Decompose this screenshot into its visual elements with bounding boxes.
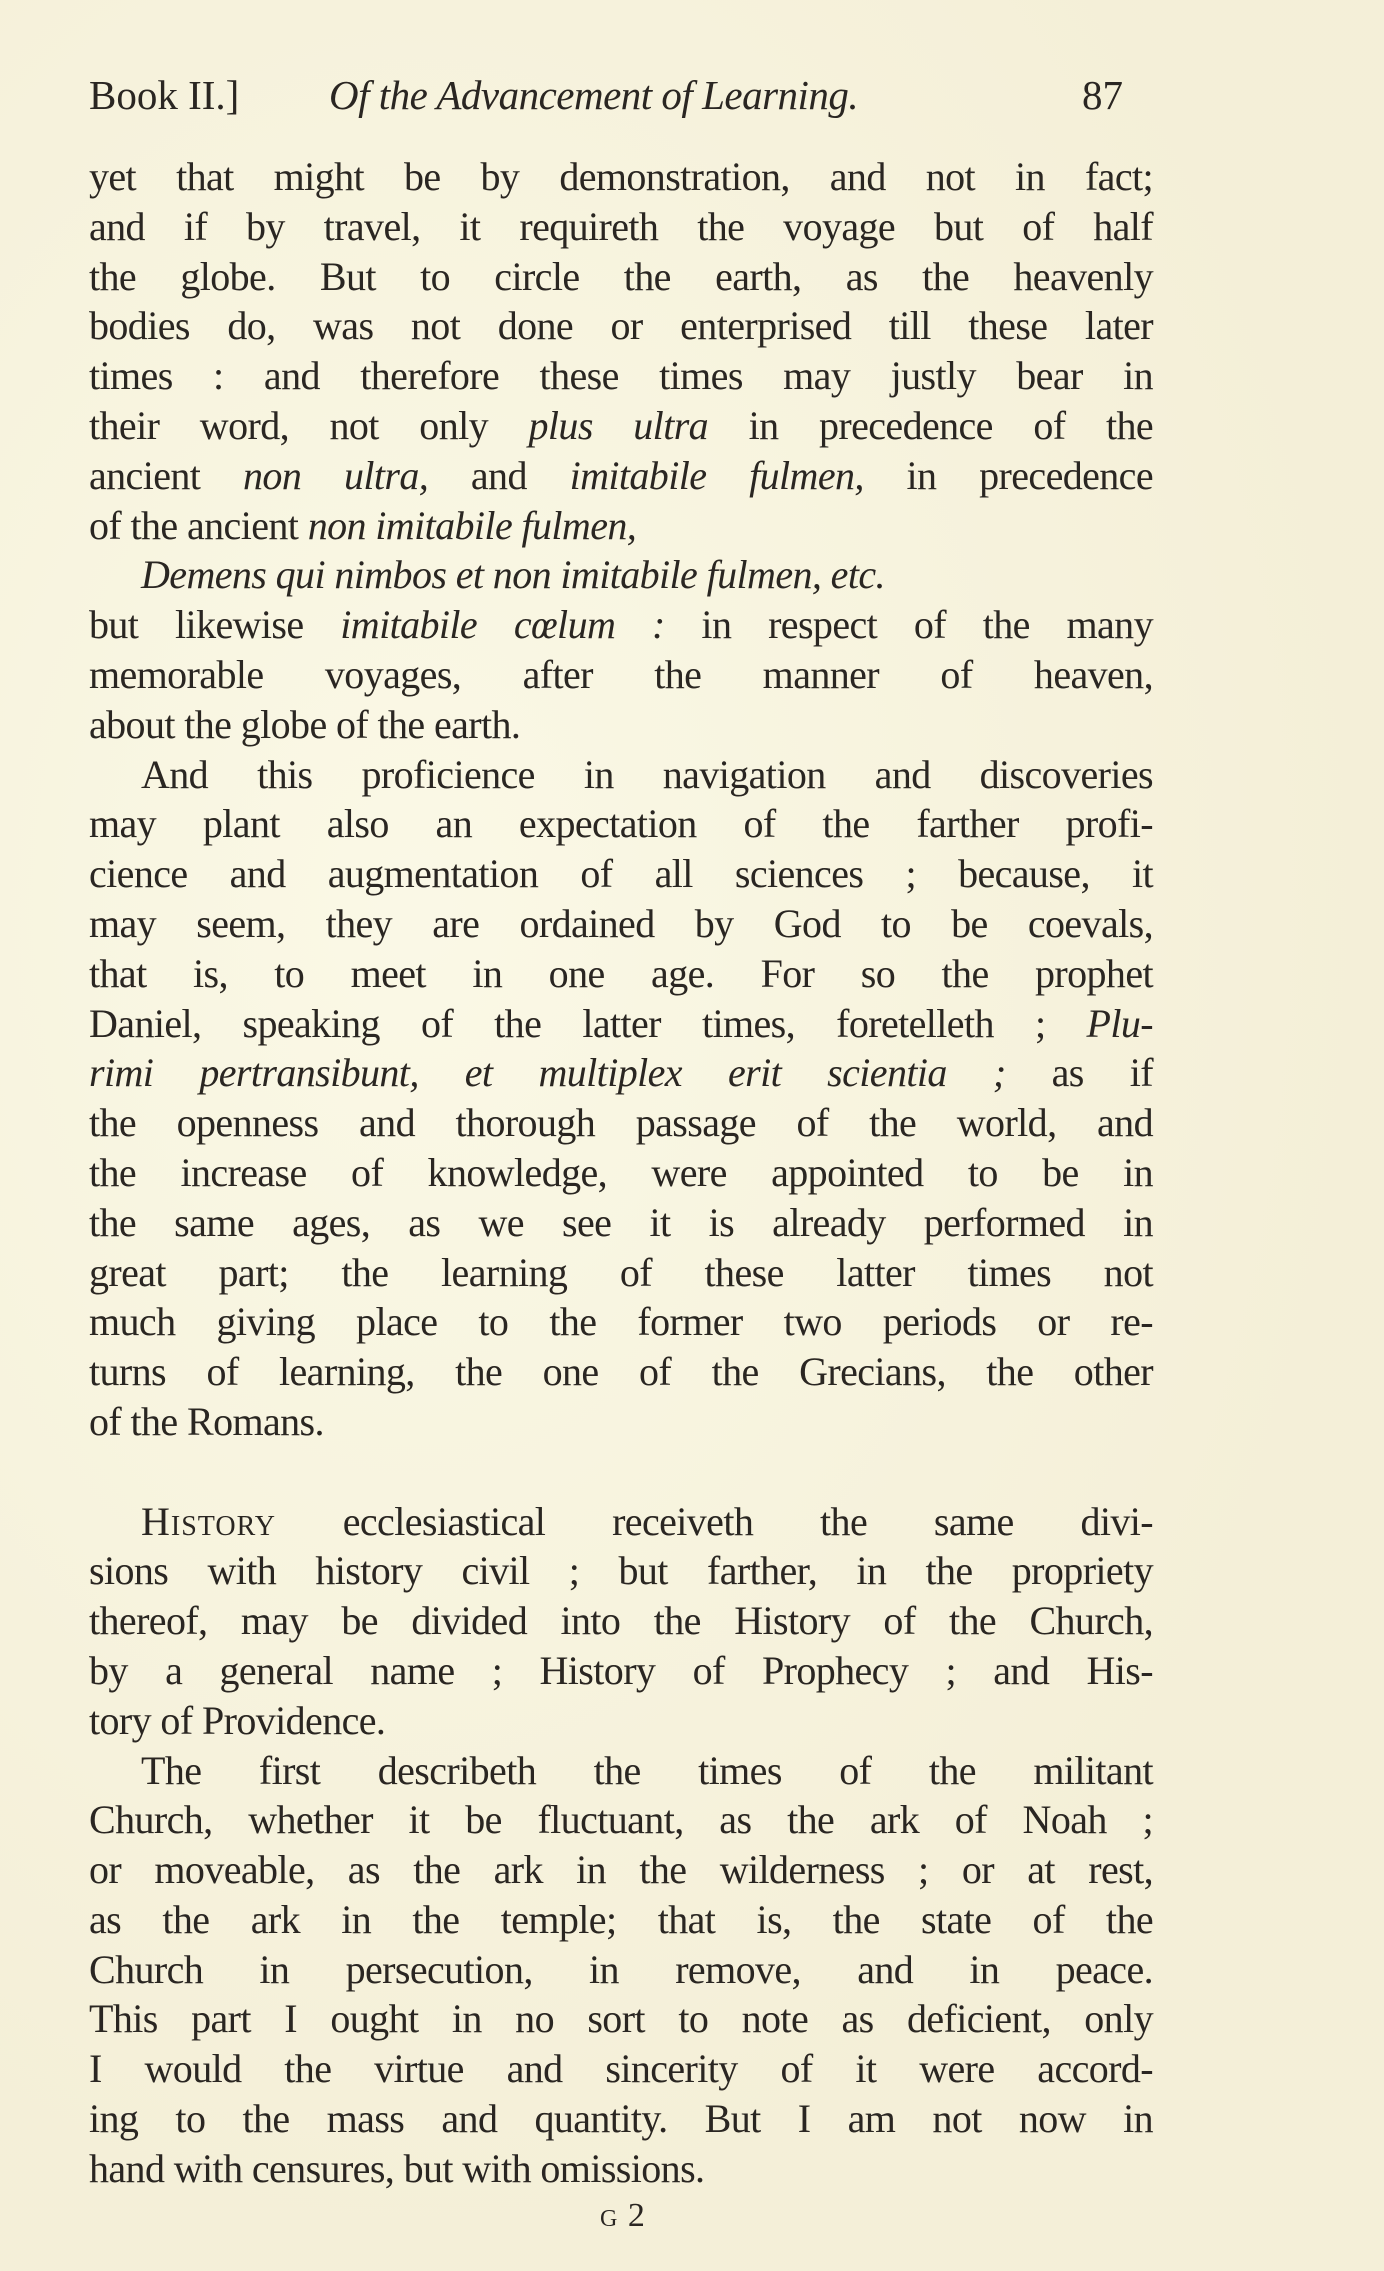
italic-latin-phrase: Demens qui nimbos et non imitabile fulmen, etc. (141, 552, 885, 598)
text-segment: sions with history civil ; but farther, in the propriety (89, 1548, 1153, 1594)
text-line (89, 1347, 1153, 1397)
signature-letter: G (600, 2206, 620, 2232)
text-line (89, 1248, 1153, 1298)
text-segment: memorable voyages, after the manner of heaven, (89, 651, 1153, 697)
text-segment: cience and augmentation of all sciences ; because, it (89, 851, 1153, 897)
text-segment: much giving place to the former two periods or re- (89, 1299, 1153, 1345)
italic-latin-phrase: non imitabile fulmen, (307, 502, 637, 548)
small-caps-lead-word: History (141, 1498, 276, 1544)
text-segment: and (428, 452, 570, 498)
text-line (89, 1397, 1153, 1447)
verse-quotation-line (89, 550, 1153, 600)
text-segment: that is, to meet in one age. For so the prophet (89, 950, 1153, 996)
text-line (89, 1297, 1153, 1347)
text-segment: ecclesiastical receiveth the same divi- (275, 1498, 1153, 1544)
text-segment: or moveable, as the ark in the wilderness ; or at rest, (89, 1847, 1153, 1893)
text-line (89, 650, 1153, 700)
text-line (89, 351, 1153, 401)
italic-latin-phrase: plus ultra (528, 402, 709, 448)
page-number: 87 (1082, 72, 1123, 118)
body-text (89, 152, 1153, 2194)
italic-latin-phrase: rimi pertransibunt, et multiplex erit scientia ; (89, 1050, 1006, 1096)
text-segment: tory of Providence. (89, 1697, 386, 1743)
text-segment: of the Romans. (89, 1398, 324, 1444)
text-segment: Church, whether it be fluctuant, as the ark of Noah ; (89, 1797, 1153, 1843)
text-line (89, 600, 1153, 650)
text-line (89, 1546, 1153, 1596)
text-segment: the same ages, as we see it is already performed in (89, 1199, 1153, 1245)
text-line (89, 1048, 1153, 1098)
text-segment: in precedence (863, 452, 1153, 498)
text-segment: the increase of knowledge, were appointed to be in (89, 1149, 1153, 1195)
text-line (89, 1098, 1153, 1148)
text-line (89, 750, 1153, 800)
text-line (89, 451, 1153, 501)
text-segment: ancient (89, 452, 244, 498)
text-segment: I would the virtue and sincerity of it were accord- (89, 2046, 1153, 2092)
text-segment: This part I ought in no sort to note as deficient, only (89, 1996, 1153, 2042)
text-segment: And this proficience in navigation and discoveries (141, 751, 1153, 797)
text-segment: and if by travel, it requireth the voyage but of half (89, 203, 1153, 249)
text-segment: but likewise (89, 602, 341, 648)
text-line (89, 1845, 1153, 1895)
text-line (89, 301, 1153, 351)
text-line (89, 1148, 1153, 1198)
text-line (89, 2144, 1153, 2194)
text-segment: great part; the learning of these latter times not (89, 1249, 1153, 1295)
text-segment: turns of learning, the one of the Grecians, the other (89, 1349, 1153, 1395)
text-segment: hand with censures, but with omissions. (89, 2145, 705, 2191)
text-line (89, 1994, 1153, 2044)
text-line (89, 799, 1153, 849)
text-segment: Daniel, speaking of the latter times, foretelleth ; (89, 1000, 1087, 1046)
paragraph-gap (89, 1447, 1153, 1497)
text-line (89, 1497, 1153, 1547)
italic-latin-phrase: non ultra, (243, 452, 429, 498)
signature-mark (600, 2196, 645, 2239)
text-segment: as if (1005, 1050, 1154, 1096)
italic-latin-phrase: Plu- (1086, 1000, 1153, 1046)
text-segment: the globe. But to circle the earth, as the heavenly (89, 253, 1153, 299)
text-segment: their word, not only (89, 402, 529, 448)
text-segment: may seem, they are ordained by God to be coevals, (89, 900, 1153, 946)
text-line (89, 899, 1153, 949)
text-line (89, 2044, 1153, 2094)
text-line (89, 501, 1153, 551)
text-line (89, 1198, 1153, 1248)
signature-number: 2 (627, 2197, 645, 2234)
text-line (89, 1646, 1153, 1696)
running-head-book: Book II.] (89, 72, 240, 118)
text-line (89, 202, 1153, 252)
text-segment: yet that might be by demonstration, and not in fact; (89, 154, 1153, 199)
text-line (89, 1746, 1153, 1796)
text-line (89, 1895, 1153, 1945)
text-line (89, 1696, 1153, 1746)
running-head (89, 70, 1153, 120)
text-line (89, 849, 1153, 899)
text-line (89, 1945, 1153, 1995)
text-line (89, 1596, 1153, 1646)
text-line (89, 1795, 1153, 1845)
text-line (89, 949, 1153, 999)
text-segment: of the ancient (89, 502, 308, 548)
text-segment: in precedence of the (708, 402, 1154, 448)
text-line (89, 401, 1153, 451)
running-head-title: Of the Advancement of Learning. (329, 72, 859, 118)
italic-latin-phrase: imitabile cœlum : (340, 602, 665, 648)
text-line (89, 252, 1153, 302)
text-segment: by a general name ; History of Prophecy ; and His- (89, 1647, 1153, 1693)
text-segment: the openness and thorough passage of the world, and (89, 1100, 1153, 1146)
text-line (89, 152, 1153, 202)
text-line (89, 999, 1153, 1049)
italic-latin-phrase: imitabile fulmen, (569, 452, 864, 498)
text-segment: about the globe of the earth. (89, 701, 521, 747)
text-line (89, 2094, 1153, 2144)
text-segment: may plant also an expectation of the farther profi- (89, 801, 1153, 847)
text-segment: thereof, may be divided into the History of the Church, (89, 1598, 1153, 1644)
text-segment: times : and therefore these times may justly bear in (89, 353, 1153, 399)
text-segment: as the ark in the temple; that is, the state of the (89, 1896, 1153, 1942)
text-segment: Church in persecution, in remove, and in peace. (89, 1946, 1153, 1992)
text-segment: in respect of the many (664, 602, 1153, 648)
text-segment: bodies do, was not done or enterprised till these later (89, 303, 1153, 349)
text-segment: ing to the mass and quantity. But I am not now in (89, 2096, 1153, 2142)
text-line (89, 700, 1153, 750)
text-segment: The first describeth the times of the militant (141, 1747, 1153, 1793)
